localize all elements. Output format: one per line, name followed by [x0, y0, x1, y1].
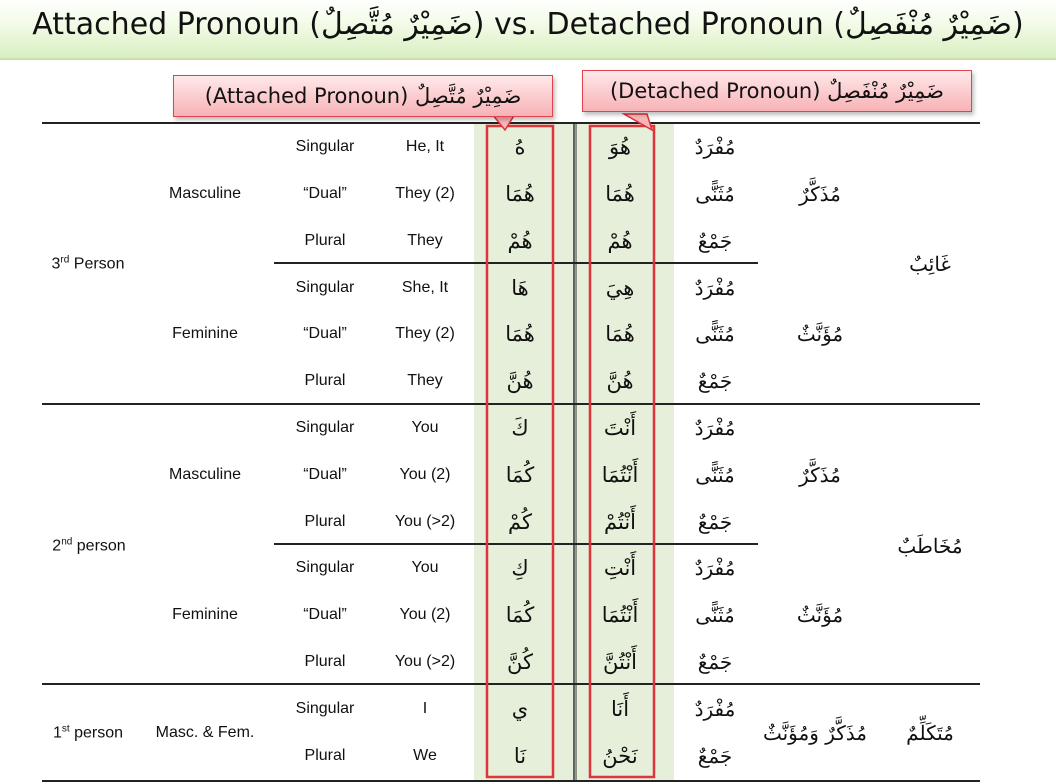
english-meaning: You (2) — [399, 466, 451, 483]
count-arabic: مُثَنًّى — [695, 322, 735, 346]
count-arabic: جَمْعٌ — [697, 650, 733, 674]
count-arabic: جَمْعٌ — [697, 744, 733, 768]
english-meaning: You (2) — [399, 606, 451, 623]
person-label — [52, 254, 125, 273]
number-label: Singular — [295, 138, 355, 155]
detached-pronoun: أَنْتَ — [603, 416, 637, 440]
person-label — [53, 723, 123, 742]
english-meaning: I — [422, 700, 428, 717]
attached-pronoun: هُمَا — [505, 322, 535, 346]
gender-label: Feminine — [172, 325, 238, 342]
count-arabic: جَمْعٌ — [697, 229, 733, 253]
count-arabic: جَمْعٌ — [697, 510, 733, 534]
count-arabic: مُثَنًّى — [695, 463, 735, 487]
count-arabic: مُثَنًّى — [695, 182, 735, 206]
number-label: “Dual” — [303, 466, 347, 483]
gender-label: Masc. & Fem. — [155, 724, 255, 741]
attached-pronoun: نَا — [513, 744, 527, 768]
english-meaning: They — [407, 372, 443, 389]
gender-arabic: مُذَكَّرٌ — [799, 182, 841, 206]
attached-pronoun: ي — [511, 697, 529, 721]
number-label: Plural — [304, 747, 346, 764]
attached-pronoun: كُمْ — [508, 510, 532, 534]
number-label: “Dual” — [303, 185, 347, 202]
attached-pronoun: كِ — [511, 556, 529, 580]
gender-arabic: مُؤَنَّثٌ — [796, 322, 844, 346]
gender-label: Masculine — [168, 185, 242, 202]
english-meaning: They (2) — [395, 185, 455, 202]
number-label: Plural — [304, 653, 346, 670]
person-arabic: مُخَاطَبٌ — [897, 534, 963, 558]
detached-pronoun: هُمْ — [607, 229, 633, 253]
person-word: person — [72, 537, 126, 555]
attached-pronoun: هُنَّ — [506, 369, 534, 393]
attached-pronoun: كُمَا — [505, 463, 535, 487]
count-arabic: مُفْرَدٌ — [694, 697, 736, 721]
detached-pronoun: هُمَا — [605, 182, 635, 206]
gender-arabic: مُذَكَّرٌ وَمُؤَنَّثٌ — [762, 721, 868, 745]
gender-label: Masculine — [168, 466, 242, 483]
person-arabic: غَائِبٌ — [909, 252, 951, 276]
detached-pronoun: أَنْتُمَا — [601, 463, 639, 487]
number-label: Plural — [304, 372, 346, 389]
number-label: Singular — [295, 279, 355, 296]
attached-pronoun: هَا — [511, 276, 529, 300]
count-arabic: مُثَنًّى — [695, 603, 735, 627]
english-meaning: They (2) — [395, 325, 455, 342]
detached-pronoun-callout: (Detached Pronoun) ضَمِيْرٌ مُنْفَصِلٌ — [582, 70, 972, 112]
number-label: “Dual” — [303, 606, 347, 623]
number-label: Singular — [295, 559, 355, 576]
gender-arabic: مُؤَنَّثٌ — [796, 603, 844, 627]
number-label: “Dual” — [303, 325, 347, 342]
detached-pronoun: أَنْتُنَّ — [602, 650, 638, 674]
count-arabic: مُفْرَدٌ — [694, 276, 736, 300]
attached-pronoun: كُمَا — [505, 603, 535, 627]
count-arabic: مُفْرَدٌ — [694, 135, 736, 159]
detached-pronoun: أَنَا — [610, 697, 630, 721]
number-label: Singular — [295, 419, 355, 436]
count-arabic: مُفْرَدٌ — [694, 556, 736, 580]
person-label — [52, 536, 125, 555]
english-meaning: You (>2) — [394, 653, 456, 670]
person-ordinal-suffix: nd — [61, 536, 73, 548]
detached-pronoun: أَنْتُمْ — [604, 510, 636, 534]
detached-pronoun: هُنَّ — [606, 369, 634, 393]
detached-pronoun: هِيَ — [605, 276, 635, 300]
english-meaning: You (>2) — [394, 513, 456, 530]
attached-pronoun: كَ — [511, 416, 529, 440]
number-label: Plural — [304, 513, 346, 530]
gender-arabic: مُذَكَّرٌ — [799, 463, 841, 487]
number-label: Plural — [304, 232, 346, 249]
attached-pronoun: هُمَا — [505, 182, 535, 206]
person-arabic: مُتَكَلِّمٌ — [906, 721, 954, 745]
english-meaning: He, It — [405, 138, 445, 155]
english-meaning: You — [411, 419, 439, 436]
attached-pronoun: هُمْ — [507, 229, 533, 253]
detached-pronoun: هُمَا — [605, 322, 635, 346]
number-label: Singular — [295, 700, 355, 717]
count-arabic: جَمْعٌ — [697, 369, 733, 393]
attached-pronoun: هُ — [514, 135, 526, 159]
person-word: person — [69, 724, 124, 742]
person-number: 2 — [52, 537, 62, 555]
attached-pronoun: كُنَّ — [507, 650, 533, 674]
english-meaning: You — [411, 559, 439, 576]
english-meaning: They — [407, 232, 443, 249]
person-number: 1 — [52, 724, 62, 742]
english-meaning: She, It — [401, 279, 449, 296]
detached-pronoun: أَنْتِ — [603, 556, 637, 580]
attached-pronoun-callout: (Attached Pronoun) ضَمِيْرٌ مُتَّصِلٌ — [173, 75, 553, 117]
detached-pronoun: هُوَ — [609, 135, 631, 159]
person-ordinal-suffix: st — [61, 723, 70, 735]
attached-column-bg — [474, 123, 574, 781]
english-meaning: We — [413, 747, 437, 764]
detached-pronoun: نَحْنُ — [602, 744, 638, 768]
count-arabic: مُفْرَدٌ — [694, 416, 736, 440]
person-ordinal-suffix: rd — [60, 254, 70, 266]
detached-pronoun: أَنْتُمَا — [601, 603, 639, 627]
page-title: Attached Pronoun (ضَمِيْرٌ مُتَّصِلٌ) vs. Detached Pronoun (ضَمِيْرٌ مُنْفَصِلٌ) — [32, 7, 1024, 42]
person-word: Person — [69, 255, 125, 273]
gender-label: Feminine — [172, 606, 238, 623]
person-number: 3 — [51, 255, 61, 273]
